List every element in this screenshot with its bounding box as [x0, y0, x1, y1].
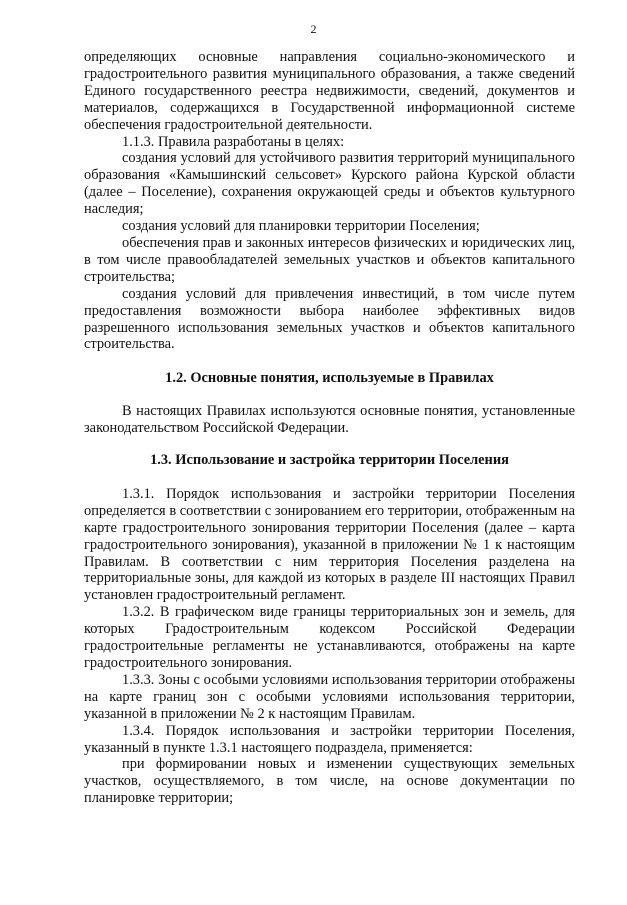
paragraph-goals-intro: 1.1.3. Правила разработаны в целях: [122, 133, 345, 150]
paragraph-1-3-3: 1.3.3. Зоны с особыми условиями использования территории отображены на карте границ зон с особыми условиями использования территории, указанной в приложении № 2 к настоящим Правилам. [84, 671, 575, 722]
paragraph-goal-1: создания условий для устойчивого развития территорий муниципального образования «Камышинский сельсовет» Курского района Курской области (далее – Поселение), сохранения окружающей среды и объектов культурного наследия; [84, 150, 575, 218]
page-number: 2 [310, 22, 317, 36]
document-body [84, 49, 575, 807]
paragraph-continuation: определяющих основные направления социально-экономического и градостроительного развития муниципального образования, а также сведений Единого государственного реестра недвижимости, сведений, документов и материалов, содержащихся в Государственной информационной системе обеспечения градостроительной деятельности. [84, 49, 575, 133]
paragraph-1-3-2: 1.3.2. В графическом виде границы территориальных зон и земель, для которых Градостроительным кодексом Российской Федерации градостроительные регламенты не устанавливаются, отображены на карте градостроительного зонирования. [84, 604, 575, 671]
paragraph-1-3-1: 1.3.1. Порядок использования и застройки территории Поселения определяется в соответствии с зонированием его территории, отображенным на карте градостроительного зонирования территории Поселения (далее – карта градостроительного зонирования), указанной в приложении № 1 к настоящим Правилам. В соответствии с ним территория Поселения разделена на территориальные зоны, для каждой из которых в разделе III настоящих Правил установлен градостроительный регламент. [84, 485, 575, 604]
paragraph-1-2-text: В настоящих Правилах используются основные понятия, установленные законодательством Российской Федерации. [84, 403, 575, 437]
paragraph-goal-2: создания условий для планировки территории Поселения; [122, 218, 480, 235]
paragraph-goal-4: создания условий для привлечения инвестиций, в том числе путем предоставления возможности выбора наиболее эффективных видов разрешенного использования земельных участков и объектов капитального строительства. [84, 285, 575, 353]
section-heading-1-3: 1.3. Использование и застройка территории Поселения [150, 452, 509, 469]
paragraph-goal-3: обеспечения прав и законных интересов физических и юридических лиц, в том числе правообладателей земельных участков и объектов капитального строительства; [84, 234, 575, 285]
section-heading-1-2: 1.2. Основные понятия, используемые в Правилах [165, 370, 494, 387]
paragraph-1-3-4: 1.3.4. Порядок использования и застройки территории Поселения, указанный в пункте 1.3.1 настоящего подраздела, применяется: [84, 722, 575, 756]
paragraph-1-3-4-item: при формировании новых и изменении существующих земельных участков, осуществляемого, в том числе, на основе документации по планировке территории; [84, 756, 575, 807]
